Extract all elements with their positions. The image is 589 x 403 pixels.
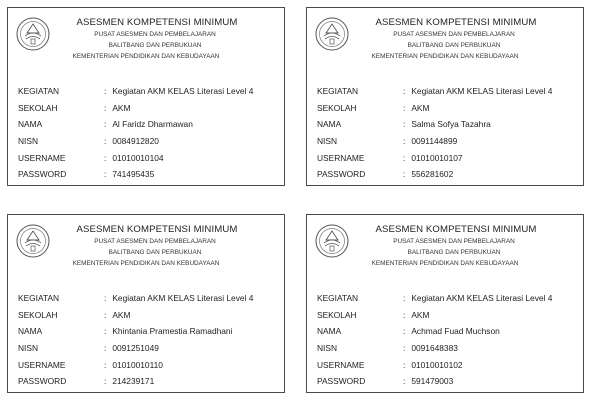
row-nama (317, 116, 579, 133)
card-title: ASESMEN KOMPETENSI MINIMUM (76, 224, 238, 235)
header-line-3: KEMENTERIAN PENDIDIKAN DAN KEBUDAYAAN (371, 53, 519, 60)
card-header (8, 224, 284, 269)
label-nama: NAMA (317, 326, 342, 337)
header-line-1: PUSAT ASESMEN DAN PEMBELAJARAN (393, 238, 515, 245)
login-card (7, 214, 285, 393)
value-password: : 741495435 (104, 169, 154, 179)
card-title: ASESMEN KOMPETENSI MINIMUM (375, 17, 537, 28)
label-username: USERNAME (317, 152, 365, 163)
login-card (306, 214, 584, 393)
label-sekolah: SEKOLAH (18, 102, 58, 113)
label-password: PASSWORD (317, 376, 366, 387)
label-nama: NAMA (18, 119, 43, 130)
value-password: : 556281602 (403, 169, 453, 179)
value-kegiatan: : Kegiatan AKM KELAS Literasi Level 4 (403, 86, 552, 96)
row-kegiatan (317, 290, 579, 307)
value-nisn: : 0084912820 (104, 136, 159, 146)
card-title: ASESMEN KOMPETENSI MINIMUM (76, 17, 238, 28)
login-card (7, 7, 285, 186)
value-kegiatan: : Kegiatan AKM KELAS Literasi Level 4 (104, 293, 253, 303)
header-line-3: KEMENTERIAN PENDIDIKAN DAN KEBUDAYAAN (72, 260, 220, 267)
value-sekolah: : AKM (104, 103, 130, 113)
value-nisn: : 0091648383 (403, 343, 458, 353)
label-username: USERNAME (18, 359, 66, 370)
row-sekolah (18, 307, 280, 324)
label-nisn: NISN (317, 136, 338, 147)
label-username: USERNAME (18, 152, 66, 163)
row-username (317, 356, 579, 373)
header-line-3: KEMENTERIAN PENDIDIKAN DAN KEBUDAYAAN (72, 53, 220, 60)
header-line-2: BALITBANG DAN PERBUKUAN (108, 42, 202, 49)
label-sekolah: SEKOLAH (317, 309, 357, 320)
value-nama: : Salma Sofya Tazahra (403, 119, 491, 129)
value-nisn: : 0091251049 (104, 343, 159, 353)
label-kegiatan: KEGIATAN (18, 293, 60, 304)
header-line-2: BALITBANG DAN PERBUKUAN (407, 249, 501, 256)
row-kegiatan (18, 83, 280, 100)
row-nisn (317, 340, 579, 357)
label-nama: NAMA (317, 119, 342, 130)
card-header (307, 224, 583, 269)
row-username (18, 356, 280, 373)
row-nisn (18, 340, 280, 357)
row-password (317, 373, 579, 390)
value-username: : 01010010110 (104, 360, 163, 370)
value-sekolah: : AKM (104, 310, 130, 320)
label-nisn: NISN (317, 343, 338, 354)
field-list (317, 83, 579, 183)
field-list (18, 290, 280, 390)
row-nama (18, 116, 280, 133)
header-line-1: PUSAT ASESMEN DAN PEMBELAJARAN (94, 238, 216, 245)
value-nama: : Achmad Fuad Muchson (403, 326, 500, 336)
row-sekolah (317, 307, 579, 324)
value-sekolah: : AKM (403, 103, 429, 113)
header-line-2: BALITBANG DAN PERBUKUAN (407, 42, 501, 49)
row-password (18, 166, 280, 183)
label-nama: NAMA (18, 326, 43, 337)
row-nama (18, 323, 280, 340)
row-nisn (18, 133, 280, 150)
value-password: : 591479003 (403, 376, 453, 386)
row-password (317, 166, 579, 183)
row-nisn (317, 133, 579, 150)
value-kegiatan: : Kegiatan AKM KELAS Literasi Level 4 (104, 86, 253, 96)
header-line-2: BALITBANG DAN PERBUKUAN (108, 249, 202, 256)
label-nisn: NISN (18, 136, 39, 147)
card-title: ASESMEN KOMPETENSI MINIMUM (375, 224, 537, 235)
label-sekolah: SEKOLAH (317, 102, 357, 113)
value-nama: : Khintania Pramestia Ramadhani (104, 326, 232, 336)
label-password: PASSWORD (18, 169, 67, 180)
value-username: : 01010010107 (403, 153, 463, 163)
card-header (307, 17, 583, 62)
value-nisn: : 0091144899 (403, 136, 457, 146)
value-username: : 01010010102 (403, 360, 463, 370)
label-kegiatan: KEGIATAN (317, 293, 359, 304)
label-kegiatan: KEGIATAN (317, 86, 359, 97)
value-nama: : Al Faridz Dharmawan (104, 119, 193, 129)
row-username (18, 149, 280, 166)
header-line-3: KEMENTERIAN PENDIDIKAN DAN KEBUDAYAAN (371, 260, 519, 267)
row-sekolah (18, 100, 280, 117)
login-card (306, 7, 584, 186)
label-password: PASSWORD (18, 376, 67, 387)
row-password (18, 373, 280, 390)
value-kegiatan: : Kegiatan AKM KELAS Literasi Level 4 (403, 293, 552, 303)
header-line-1: PUSAT ASESMEN DAN PEMBELAJARAN (393, 31, 515, 38)
label-username: USERNAME (317, 359, 365, 370)
label-nisn: NISN (18, 343, 39, 354)
value-password: : 214239171 (104, 376, 154, 386)
label-sekolah: SEKOLAH (18, 309, 58, 320)
field-list (317, 290, 579, 390)
row-username (317, 149, 579, 166)
value-username: : 01010010104 (104, 153, 164, 163)
row-kegiatan (18, 290, 280, 307)
header-line-1: PUSAT ASESMEN DAN PEMBELAJARAN (94, 31, 216, 38)
label-kegiatan: KEGIATAN (18, 86, 60, 97)
row-kegiatan (317, 83, 579, 100)
card-header (8, 17, 284, 62)
value-sekolah: : AKM (403, 310, 429, 320)
row-nama (317, 323, 579, 340)
field-list (18, 83, 280, 183)
row-sekolah (317, 100, 579, 117)
label-password: PASSWORD (317, 169, 366, 180)
